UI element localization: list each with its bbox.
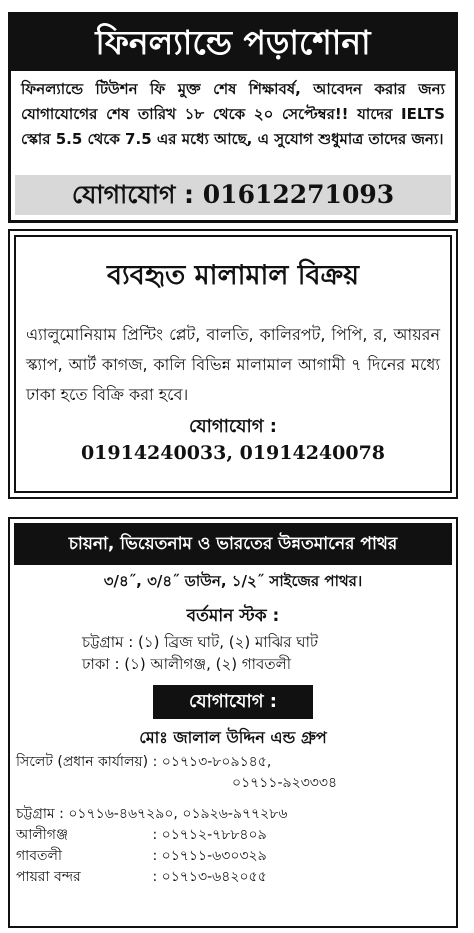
ad3-branch-table — [10, 825, 456, 888]
table-row — [10, 846, 456, 867]
table-row — [10, 867, 456, 888]
ad2-contact-numbers: 01914240033, 01914240078 — [80, 442, 386, 464]
ad3-sylhet-row2 — [10, 773, 456, 794]
ad1-contact — [15, 175, 451, 215]
ad1-title: ফিনল্যান্ডে পড়াশোনা — [11, 15, 455, 71]
ad2-inner-frame — [14, 235, 452, 493]
branch-label: গাবতলী — [16, 848, 62, 864]
branch-label: পায়রা বন্দর — [16, 869, 81, 885]
ad3-contact-badge: যোগাযোগ : — [153, 685, 313, 719]
ad3-ctg-row — [10, 804, 456, 825]
ad1-contact-number: 01612271093 — [202, 180, 395, 209]
ad3-sylhet-num2: ০১৭১১-৯২৩৩৩৪ — [232, 775, 338, 791]
ad3-stock-title: বর্তমান স্টক : — [186, 606, 280, 626]
ad-finland-study — [8, 12, 458, 223]
ad2-contact-label: যোগাযোগ : — [189, 416, 277, 437]
ad3-company: মোঃ জালাল উদ্দিন এন্ড গ্রুপ — [139, 728, 327, 747]
ad2-body: এ্যালুমোনিয়াম প্রিন্টিং প্লেট, বালতি, কালিরপট, পিপি, র, আয়রন স্ক্যাপ, আর্ট কাগজ, কালি বিভিন্ন মালামাল আগামী ৭ দিনের মধ্যে ঢাকা হতে বিক্রি করা হবে। — [26, 325, 440, 404]
ad3-sylhet-label: সিলেট (প্রধান কার্যালয়) : — [16, 754, 158, 770]
branch-number: : ০১৭১১-৬৩০৩২৯ — [152, 848, 267, 864]
ad-stone-supply — [8, 517, 458, 928]
branch-number: : ০১৭১২-৭৮৮৪০৯ — [152, 827, 267, 843]
ad2-title: ব্যবহৃত মালামাল বিক্রয় — [106, 260, 360, 291]
ad3-ctg-label: চট্টগ্রাম : — [16, 806, 64, 822]
ad3-ctg-nums: ০১৭১৬-৪৬৭২৯০, ০১৯২৬-৯৭৭২৮৬ — [68, 806, 288, 822]
ad3-stock-dhaka: ঢাকা : (১) আলীগঞ্জ, (২) গাবতলী — [82, 655, 292, 673]
ad3-sizes: ৩/৪˝, ৩/৪˝ ডাউন, ১/২˝ সাইজের পাথর। — [103, 572, 363, 590]
cropped-header-strip — [0, 0, 474, 7]
table-row — [10, 825, 456, 846]
ad3-title: চায়না, ভিয়েতনাম ও ভারতের উন্নতমানের পাথর — [14, 523, 452, 565]
ad3-sylhet-row — [10, 752, 456, 773]
ad-used-goods-sale — [8, 229, 458, 499]
branch-number: : ০১৭১৩-৬৪২০৫৫ — [152, 869, 267, 885]
ad3-stock-chattogram: চট্টগ্রাম : (১) ব্রিজ ঘাট, (২) মাঝির ঘাট — [82, 633, 319, 651]
ad1-contact-label: যোগাযোগ : — [71, 180, 195, 209]
ad1-body: ফিনল্যান্ডে টিউশন ফি মুক্ত শেষ শিক্ষাবর্ষ, আবেদন করার জন্য যোগাযোগের শেষ তারিখ ১৮ থেকে ২০ সেপ্টেম্বর!! যাদের IELTS স্কোর 5.5 থেকে 7.5 এর মধ্যে আছে, এ সুযোগ শুধুমাত্র তাদের জন্য। — [21, 80, 445, 148]
branch-label: আলীগঞ্জ — [16, 827, 68, 843]
ad3-sylhet-num1: ০১৭১৩-৮০৯১৪৫, — [161, 754, 272, 770]
